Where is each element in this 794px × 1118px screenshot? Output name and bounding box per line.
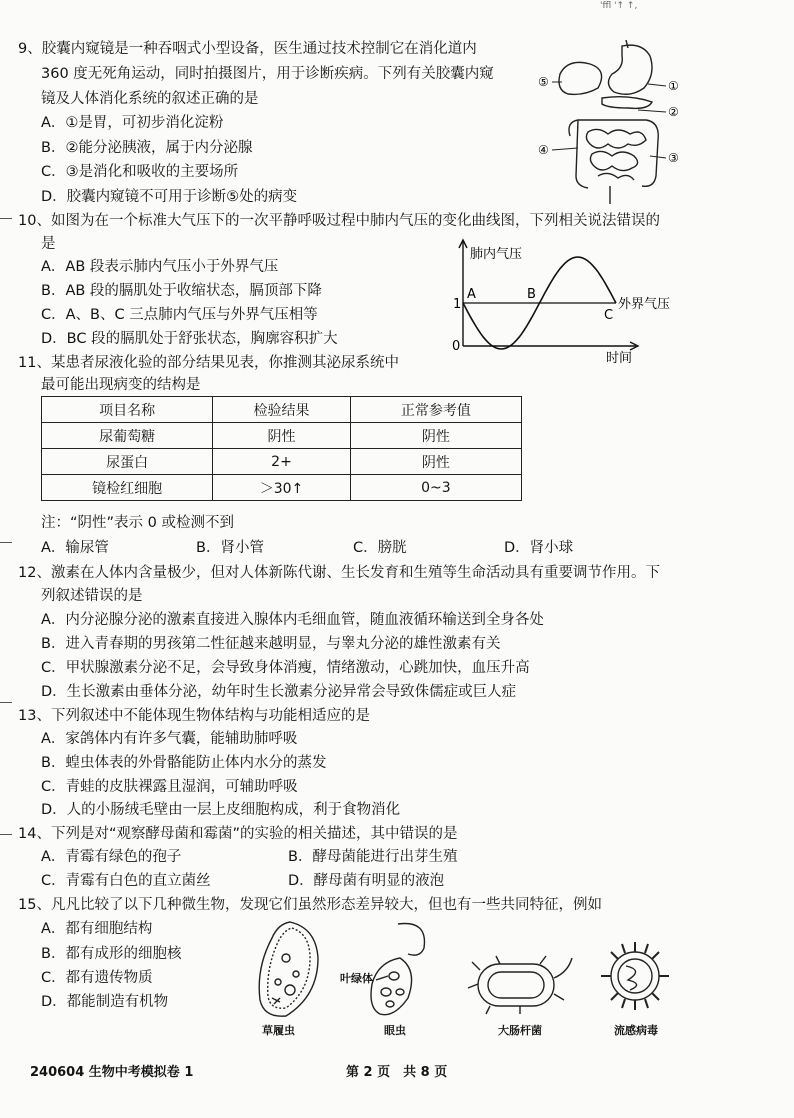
point-label-b: B [527,287,536,302]
q12-option-c[interactable]: C．甲状腺激素分泌不足，会导致身体消瘦，情绪激动，心跳加快，血压升高 [41,660,530,676]
q12-stem-line-2: 列叙述错误的是 [41,588,143,604]
q15-stem-line-1: 15、凡凡比较了以下几种微生物，发现它们虽然形态差异较大，但也有一些共同特征，例如 [18,897,602,913]
q11-option-c[interactable]: C．膀胱 [353,540,407,556]
influenza-virus-figure [600,940,670,1012]
q15-option-d[interactable]: D．都能制造有机物 [41,994,169,1010]
figure-label-2: ② [668,105,679,119]
q10-option-b[interactable]: B．AB 段的膈肌处于收缩状态，膈顶部下降 [41,283,322,299]
point-label-a: A [467,287,476,302]
q15-option-a[interactable]: A．都有细胞结构 [41,921,153,937]
footer-page-number: 第 2 页 共 8 页 [346,1065,448,1080]
table-cell: 尿葡萄糖 [42,423,213,449]
table-cell: ＞30↑ [213,475,350,501]
table-header-row [42,397,522,423]
q13-option-c[interactable]: C．青蛙的皮肤裸露且湿润，可辅助呼吸 [41,779,298,795]
organism-label-euglena: 眼虫 [384,1024,406,1037]
table-row [42,449,522,475]
q10-option-c[interactable]: C．A、B、C 三点肺内气压与外界气压相等 [41,307,318,323]
q12-option-a[interactable]: A．内分泌腺分泌的激素直接进入腺体内毛细血管，随血液循环输送到全身各处 [41,612,544,628]
q10-option-a[interactable]: A．AB 段表示肺内气压小于外界气压 [41,259,279,275]
table-cell: 尿蛋白 [42,449,213,475]
figure-label-4: ④ [538,143,549,157]
chart-ylabel: 肺内气压 [470,247,523,262]
q11-note: 注：“阴性”表示 0 或检测不到 [41,515,234,531]
q14-option-b[interactable]: B．酵母菌能进行出芽生殖 [288,849,458,865]
q9-stem-line-1: 9、胶囊内窥镜是一种吞咽式小型设备，医生通过技术控制它在消化道内 [18,41,477,57]
binder-mark [0,702,12,703]
table-row [42,423,522,449]
binder-mark [0,218,12,219]
q11-stem-line-2: 最可能出现病变的结构是 [41,377,201,393]
binder-mark [0,542,12,543]
q9-stem-line-3: 镜及人体消化系统的叙述正确的是 [41,91,259,107]
q10-stem-line-1: 10、如图为在一个标准大气压下的一次平静呼吸过程中肺内气压的变化曲线图，下列相关说法错误的 [18,213,660,229]
figure-label-3: ③ [668,151,679,165]
q10-option-d[interactable]: D．BC 段的膈肌处于舒张状态，胸廓容积扩大 [41,331,338,347]
ecoli-figure [460,948,580,1018]
urine-test-table [41,396,522,501]
digestive-system-figure [538,36,690,206]
q11-stem-line-1: 11、某患者尿液化验的部分结果见表，你推测其泌尿系统中 [18,355,399,371]
q11-option-a[interactable]: A．输尿管 [41,540,109,556]
table-row [42,475,522,501]
table-cell: 阴性 [213,423,350,449]
chloroplast-callout: 叶绿体 [340,972,373,985]
q15-option-c[interactable]: C．都有遗传物质 [41,970,153,986]
table-header: 正常参考值 [350,397,521,423]
binder-mark [0,834,12,835]
q13-option-a[interactable]: A．家鸽体内有许多气囊，能辅助肺呼吸 [41,731,298,747]
q14-option-a[interactable]: A．青霉有绿色的孢子 [41,849,182,865]
chart-origin: 0 [452,339,461,354]
table-cell: 0~3 [350,475,521,501]
chart-ref-label: 外界气压 [618,297,671,312]
pancreas-shape [602,97,652,109]
q9-option-c[interactable]: C．③是消化和吸收的主要场所 [41,164,239,180]
q14-option-d[interactable]: D．酵母菌有明显的液泡 [288,873,445,889]
q12-option-d[interactable]: D．生长激素由垂体分泌，幼年时生长激素分泌异常会导致侏儒症或巨人症 [41,684,517,700]
q11-option-d[interactable]: D．肾小球 [504,540,574,556]
q11-option-b[interactable]: B．肾小管 [196,540,264,556]
q15-option-b[interactable]: B．都有成形的细胞核 [41,946,182,962]
table-cell: 2+ [213,449,350,475]
figure-label-1: ① [668,79,679,93]
footer-exam-name: 240604 生物中考模拟卷 1 [30,1065,194,1080]
point-label-c: C [604,308,614,323]
table-cell: 阴性 [350,423,521,449]
q9-option-d[interactable]: D．胶囊内窥镜不可用于诊断⑤处的病变 [41,189,298,205]
large-intestine-shape [569,120,658,186]
organism-label-virus: 流感病毒 [614,1024,658,1037]
q9-option-a[interactable]: A．①是胃，可初步消化淀粉 [41,115,224,131]
q9-stem-line-2: 360 度无死角运动，同时拍摄图片，用于诊断疾病。下列有关胶囊内窥 [41,66,494,82]
table-header: 检验结果 [213,397,350,423]
q13-stem-line-1: 13、下列叙述中不能体现生物体结构与功能相适应的是 [18,708,370,724]
figure-label-5: ⑤ [538,75,549,89]
organism-label-ecoli: 大肠杆菌 [498,1024,542,1037]
q12-stem-line-1: 12、激素在人体内含量极少，但对人体新陈代谢、生长发育和生殖等生命活动具有重要调节作用。下 [18,565,660,581]
chart-xlabel: 时间 [606,351,633,366]
q14-stem-line-1: 14、下列是对“观察酵母菌和霉菌”的实验的相关描述，其中错误的是 [18,826,458,842]
q12-option-b[interactable]: B．进入青春期的男孩第二性征越来越明显，与睾丸分泌的雄性激素有关 [41,636,501,652]
paramecium-figure [246,918,332,1022]
table-header: 项目名称 [42,397,213,423]
small-intestine-shape [586,129,646,170]
chart-ytick: 1 [453,297,462,312]
table-cell: 镜检红细胞 [42,475,213,501]
lung-pressure-chart [440,236,700,366]
q10-stem-line-2: 是 [41,236,56,252]
liver-shape [559,62,602,94]
table-cell: 阴性 [350,449,521,475]
organism-label-paramecium: 草履虫 [262,1024,295,1037]
q13-option-d[interactable]: D．人的小肠绒毛壁由一层上皮细胞构成，利于食物消化 [41,802,401,818]
header-mark: 'ffl '↑ ↑, [600,1,638,11]
q14-option-c[interactable]: C．青霉有白色的直立菌丝 [41,873,211,889]
q9-option-b[interactable]: B．②能分泌胰液，属于内分泌腺 [41,140,253,156]
q13-option-b[interactable]: B．蝗虫体表的外骨骼能防止体内水分的蒸发 [41,755,327,771]
stomach-shape [608,45,652,94]
